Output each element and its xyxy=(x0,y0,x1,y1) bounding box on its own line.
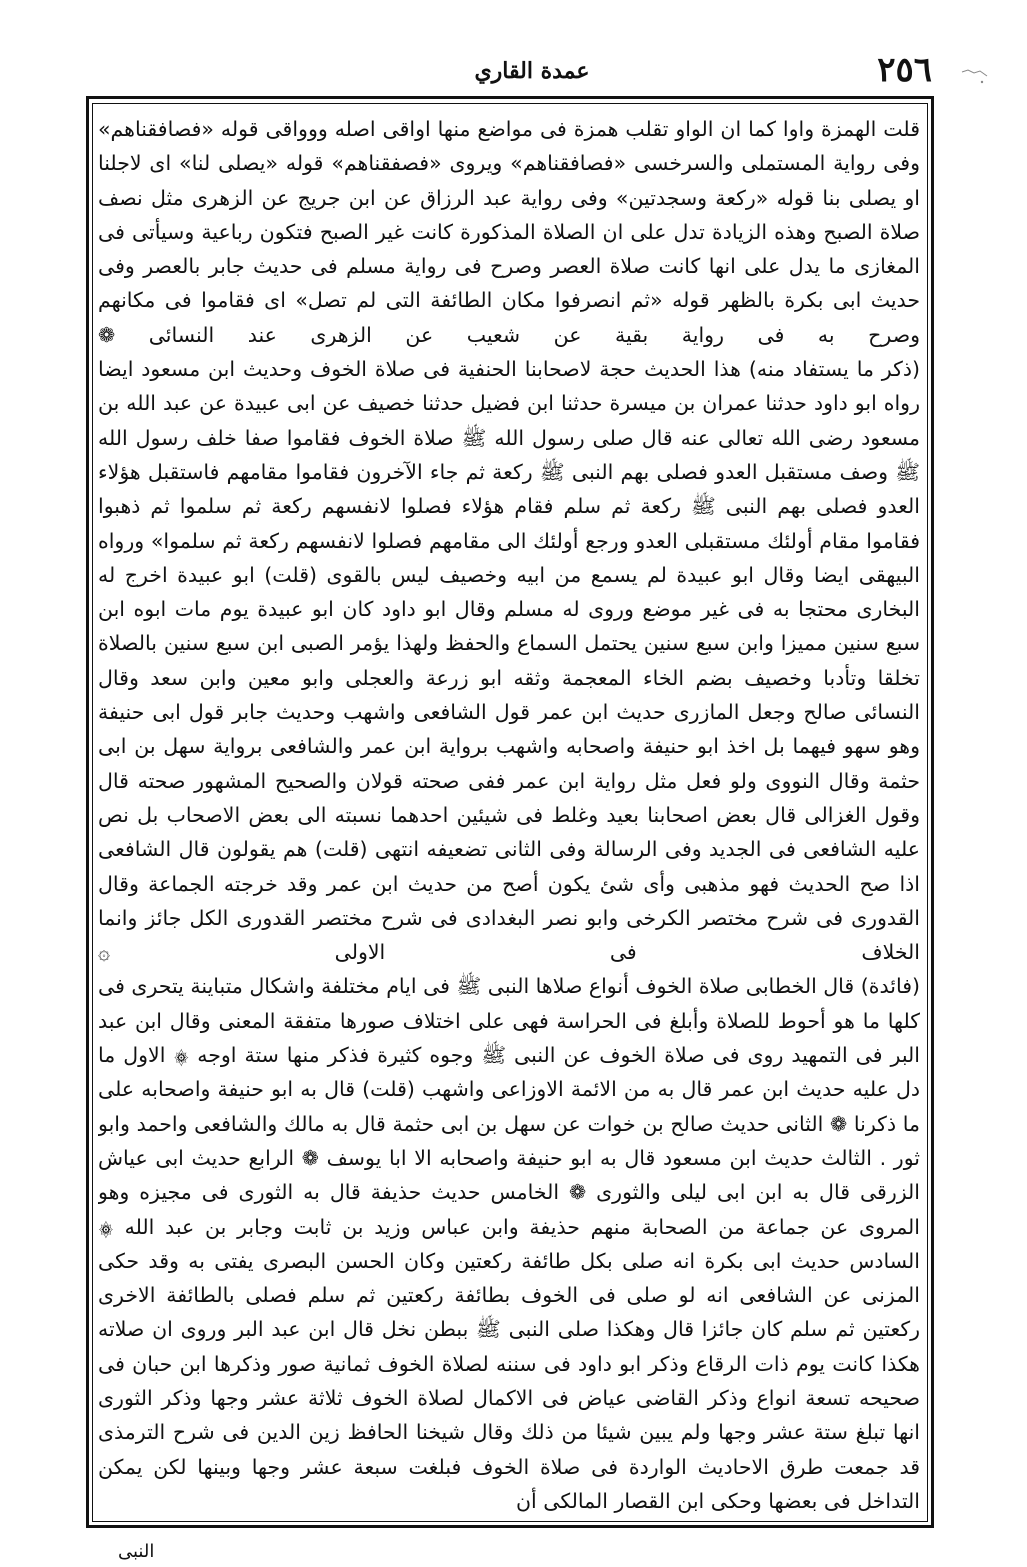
paragraph-2: (ذكر ما يستفاد منه) هذا الحديث حجة لاصحابنا الحنفية فى صلاة الخوف وحديث ابن مسعود ايضا رواه ابو داود حدثنا عمران بن ميسرة حدثنا ابن فضيل حدثنا خصيف عن ابى عبيدة عن عبد الله بن مسعود رضى الله تعالى عنه قال صلى رسول الله ﷺ صلاة الخوف فقاموا صفا خلف رسول الله ﷺ وصف مستقبل العدو فصلى بهم النبى ﷺ ركعة ثم جاء الآخرون فقاموا مقامهم فاستقبل هؤلاء العدو فصلى بهم النبى ﷺ ركعة ثم سلم فقام هؤلاء فصلوا لانفسهم ركعة ثم سلموا ثم ذهبوا فقاموا مقام أولئك مستقبلى العدو ورجع أولئك الى مقامهم فصلوا لانفسهم ركعة ثم سلموا» ورواه البيهقى ايضا وقال ابو عبيدة لم يسمع من ابيه وخصيف ليس بالقوى (قلت) ابو عبيدة اخرج له البخارى محتجا به فى غير موضع وروى له مسلم وقال ابو داود كان ابو عبيدة يوم مات ابوه ابن سبع سنين مميزا وابن سبع سنين يحتمل السماع والحفظ ولهذا يؤمر الصبى ابن سبع سنين بالصلاة تخلقا وتأدبا وخصيف بضم الخاء المعجمة وثقه ابو زرعة والعجلى وابو معين وابن سعد وقال النسائى صالح وجعل المازرى حديث ابن عمر قول الشافعى واشهب وحديث جابر قول ابى حنيفة وهو سهو فيهما بل اخذ ابو حنيفة واصحابه واشهب برواية ابن عمر والشافعى برواية سهل بن ابى حثمة وقال النووى ولو فعل مثل رواية ابن عمر ففى صحته قولان والصحيح المشهور صحته قال وقول الغزالى قال بعض اصحابنا بعيد وغلط فى شيئين احدهما نسبته الى بعض الاصحاب بل نص عليه الشافعى فى الجديد وفى الرسالة وفى الثانى تضعيفه انتهى (قلت) هم يقولون قال الشافعى اذا صح الحديث فهو مذهبى وأى شئ يكون أصح من حديث ابن عمر وقد خرجته الجماعة وقال القدورى فى شرح مختصر الكرخى وابو نصر البغدادى فى شرح مختصر القدورى الكل جائز وانما الخلاف فى الاولى ۞ xyxy=(98,357,920,965)
paragraph-3: (فائدة) قال الخطابى صلاة الخوف أنواع صلاها النبى ﷺ فى ايام مختلفة واشكال متباينة يتحرى فى كلها ما هو أحوط للصلاة وأبلغ فى الحراسة فهى على اختلاف صورها متفقة المعنى وقال ابن عبد البر فى التمهيد روى فى صلاة الخوف عن النبى ﷺ وجوه كثيرة فذكر منها ستة اوجه ۞ الاول ما دل عليه حديث ابن عمر قال به من الائمة الاوزاعى واشهب (قلت) قال به ابو حنيفة واصحابه على ما ذكرنا ❁ الثانى حديث صالح بن خوات عن سهل بن ابى حثمة قال به مالك والشافعى واحمد وابو ثور . الثالث حديث ابن مسعود قال به ابو حنيفة واصحابه الا ابا يوسف ❁ الرابع حديث ابى عياش الزرقى قال به ابن ابى ليلى والثورى ❁ الخامس حديث حذيفة قال به الثورى فى مجيزه وهو المروى عن جماعة من الصحابة منهم حذيفة وابن عباس وزيد بن ثابت وجابر بن عبد الله ۞ السادس حديث ابى بكرة انه صلى بكل طائفة ركعتين وكان الحسن البصرى يفتى به وقد حكى المزنى عن الشافعى انه لو صلى فى الخوف بطائفة ركعتين ثم سلم فصلى بالطائفة الاخرى ركعتين ثم سلم كان جائزا قال وهكذا صلى النبى ﷺ ببطن نخل قال ابن عبد البر وروى ان صلاته هكذا كانت يوم ذات الرقاع وذكر ابو داود فى سننه لصلاة الخوف ثمانية صور وذكرها ابن حبان فى صحيحه تسعة انواع وذكر القاضى عياض فى الاكمال لصلاة الخوف ثلاثة عشر وجها وذكر الثورى انها تبلغ ستة عشر وجها ولم يبين شيئا من ذلك وقال شيخنا الحافظ زين الدين فى شرح الترمذى قد جمعت طرق الاحاديث الواردة فى صلاة الخوف فبلغت سبعة عشر وجها وبينها لكن يمكن التداخل فى بعضها وحكى ابن القصار المالكى أن xyxy=(98,974,920,1513)
running-title: عمدة القاري xyxy=(474,58,590,84)
page-header xyxy=(92,48,932,92)
paragraph-1: قلت الهمزة واوا كما ان الواو تقلب همزة فى مواضع منها اواقى اصله ووواقى قوله «فصافقناهم» وفى رواية المستملى والسرخسى «فصافقناهم» ويروى «فصفقناهم» قوله «يصلى لنا» اى لاجلنا او يصلى بنا قوله «ركعة وسجدتين» وفى رواية عبد الرزاق عن ابن جريج عن الزهرى مثل نصف صلاة الصبح وهذه الزيادة تدل على ان الصلاة المذكورة كانت غير الصبح فتكون رباعية وسيأتى فى المغازى ما يدل على انها كانت صلاة العصر وصرح فى رواية مسلم فى حديث جابر بالعصر وفى حديث ابى بكرة بالظهر قوله «ثم انصرفوا مكان الطائفة التى لم تصل» اى فقاموا فى مكانهم وصرح به فى رواية بقية عن شعيب عن الزهرى عند النسائى ❁ xyxy=(98,117,920,347)
commentary-text xyxy=(98,112,920,1516)
catchword: النبى xyxy=(118,1541,155,1562)
corner-ink-mark xyxy=(960,64,990,90)
page-number: ٢٥٦ xyxy=(877,50,932,90)
